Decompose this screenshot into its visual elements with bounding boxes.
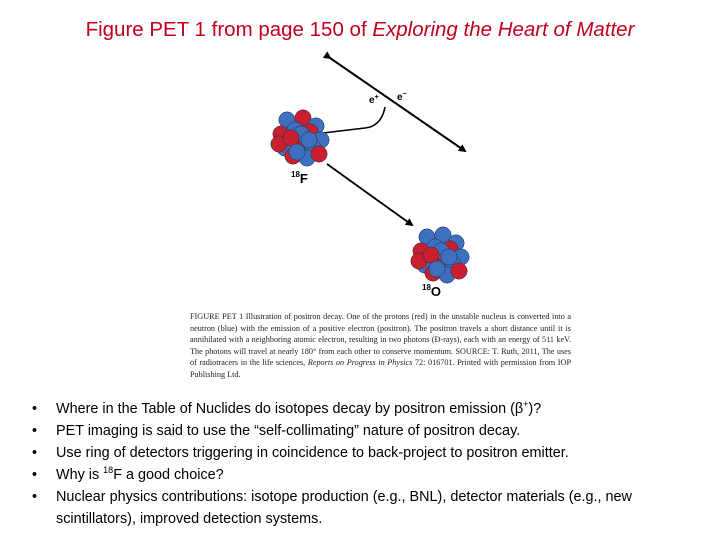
oxygen-label: $^{18}$O — [422, 283, 442, 299]
bullet-marker: • — [32, 401, 38, 417]
positron-track — [323, 107, 385, 133]
title-prefix: Figure PET 1 from page 150 of — [85, 18, 373, 41]
decay-arrow — [327, 164, 412, 225]
electron-label: e− — [397, 91, 407, 103]
neutron — [301, 132, 317, 148]
title-book: Exploring the Heart of Matter — [372, 18, 635, 41]
fluorine-nucleus — [271, 110, 329, 166]
bullet-item: • Nuclear physics contributions: isotope production (e.g., BNL), detector materials (e.g., new scintillators), improved detection systems. — [32, 486, 702, 530]
bullet-item: • Why is $^{18}$F a good choice? — [32, 464, 702, 486]
positron-decay-figure — [265, 50, 495, 300]
caption-text-end: 72: 016701. Printed with permission from IOP Publishing Ltd. — [190, 358, 571, 379]
bullet-item: • PET imaging is said to use the “self-collimating” nature of positron decay. — [32, 420, 702, 442]
neutron — [429, 261, 445, 277]
neutron — [289, 144, 305, 160]
proton — [451, 263, 467, 279]
caption-text: FIGURE PET 1 Illustration of positron decay. One of the protons (red) in the unstable nucleus is converted into a neutron (blue) with the emission of a positive electron (positron). The positron travels a short distance until it is annihilated with a neighboring atomic electron, resulting in two photons (Đ-rays), each with an energy of 511 keV. The photons will travel at nearly 180° from each other to conserve momentum. SOURCE: T. Ruth, 2011, The uses of radiotracers in the life sciences, — [190, 312, 571, 367]
bullet-item: • Where in the Table of Nuclides do isotopes decay by positron emission (β+)? — [32, 398, 702, 420]
bullet-item: • Use ring of detectors triggering in coincidence to back-project to positron emitter. — [32, 442, 702, 464]
slide-title — [0, 18, 720, 42]
oxygen-nucleus — [411, 227, 469, 283]
bullet-marker: • — [32, 489, 38, 505]
bullet-marker: • — [32, 423, 38, 439]
caption-journal: Reports on Progress in Physics — [307, 358, 413, 367]
bullet-marker: • — [32, 445, 38, 461]
figure-caption — [190, 311, 571, 380]
neutron — [441, 249, 457, 265]
bullet-marker: • — [32, 467, 38, 483]
fluorine-label: $^{18}$F — [291, 170, 308, 186]
proton — [311, 146, 327, 162]
positron-label: e+ — [369, 94, 379, 106]
bullet-list — [32, 398, 702, 530]
photon-track — [330, 58, 465, 151]
